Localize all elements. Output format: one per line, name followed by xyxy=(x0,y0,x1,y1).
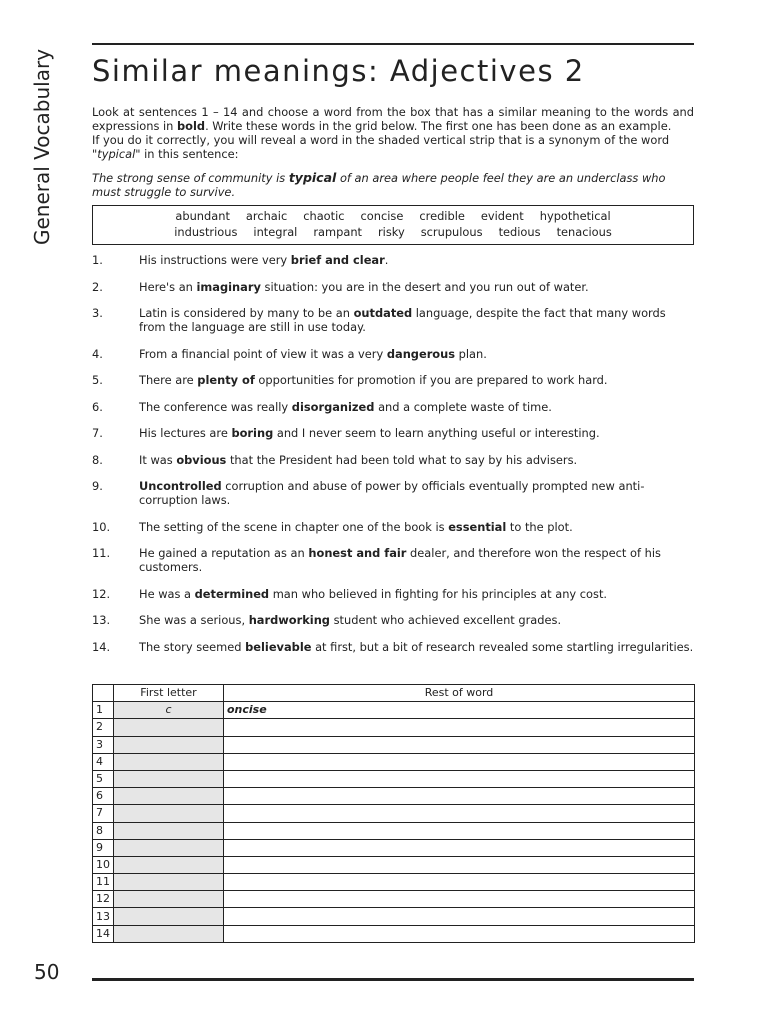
first-letter-cell[interactable] xyxy=(114,736,224,753)
target-word: "typical" xyxy=(92,147,141,161)
sentence-text: The setting of the scene in chapter one of the book is essential to the plot. xyxy=(139,519,573,534)
sentence-bold-phrase: brief and clear xyxy=(290,253,385,267)
word-option: evident xyxy=(480,209,524,223)
grid-row-number: 4 xyxy=(93,753,114,770)
rest-of-word-cell[interactable] xyxy=(224,874,695,891)
grid-row-number: 12 xyxy=(93,891,114,908)
grid-header-rest-of-word: Rest of word xyxy=(224,685,695,702)
rest-of-word-cell[interactable]: oncise xyxy=(224,702,695,719)
sentence-bold-phrase: imaginary xyxy=(196,279,261,294)
example-text: of an area where people feel they are an underclass who must struggle to survive. xyxy=(92,171,666,199)
sentence-bold-phrase: plenty of xyxy=(197,373,255,387)
grid-row xyxy=(93,753,695,770)
sentence-item xyxy=(92,640,694,654)
sentence-text: She was a serious, hardworking student who achieved excellent grades. xyxy=(139,613,562,627)
grid-row xyxy=(93,925,695,942)
sentence-number: 2. xyxy=(92,279,103,294)
page-number: 50 xyxy=(34,960,60,984)
grid-header-row xyxy=(93,685,695,702)
first-letter-cell[interactable] xyxy=(114,719,224,736)
word-option: tedious xyxy=(498,225,541,239)
sentence-item xyxy=(92,400,694,414)
grid-row xyxy=(93,770,695,787)
first-letter-cell[interactable] xyxy=(114,891,224,908)
example-sentence xyxy=(92,171,694,199)
sentence-item xyxy=(92,520,694,534)
word-option: chaotic xyxy=(303,209,345,223)
sentence-bold-phrase: determined xyxy=(194,586,270,601)
first-letter-cell[interactable] xyxy=(114,874,224,891)
word-option: archaic xyxy=(245,209,288,223)
grid-row-number: 2 xyxy=(93,719,114,736)
sentence-text: From a financial point of view it was a very dangerous plan. xyxy=(139,346,487,361)
rest-of-word-cell[interactable] xyxy=(224,753,695,770)
rest-of-word-cell[interactable] xyxy=(224,891,695,908)
sentence-text: Latin is considered by many to be an outdated language, despite the fact that many words from the language are still in use today. xyxy=(139,306,666,334)
grid-row xyxy=(93,702,695,719)
sentence-number: 6. xyxy=(92,399,103,414)
sentence-bold-phrase: boring xyxy=(231,426,274,440)
sentence-text: His lectures are boring and I never seem to learn anything useful or interesting. xyxy=(139,426,600,440)
instructions xyxy=(92,105,694,133)
first-letter-cell[interactable] xyxy=(114,788,224,805)
grid-row xyxy=(93,874,695,891)
sentence-item xyxy=(92,546,694,574)
sentence-item xyxy=(92,479,694,507)
grid-header-first-letter: First letter xyxy=(114,685,224,702)
grid-row xyxy=(93,856,695,873)
grid-row-number: 3 xyxy=(93,736,114,753)
sentence-number: 10. xyxy=(92,519,111,534)
word-option: industrious xyxy=(174,225,238,239)
word-option: risky xyxy=(378,225,405,239)
first-letter-cell[interactable] xyxy=(114,805,224,822)
rest-of-word-cell[interactable] xyxy=(224,788,695,805)
sentence-text: Uncontrolled corruption and abuse of power by officials eventually prompted new anti-corruption laws. xyxy=(139,479,645,507)
sentence-bold-phrase: essential xyxy=(448,519,507,534)
rest-of-word-cell[interactable] xyxy=(224,770,695,787)
grid-row xyxy=(93,822,695,839)
word-box xyxy=(92,205,694,245)
grid-row-number: 5 xyxy=(93,770,114,787)
sentence-item xyxy=(92,280,694,294)
first-letter-cell[interactable] xyxy=(114,753,224,770)
sentence-item xyxy=(92,426,694,440)
grid-row xyxy=(93,736,695,753)
grid-row xyxy=(93,719,695,736)
exercise-content xyxy=(92,105,694,666)
sentence-text: His instructions were very brief and clear. xyxy=(139,253,389,267)
sentence-number: 14. xyxy=(92,639,111,654)
word-box-row-2 xyxy=(93,224,693,240)
sentence-item xyxy=(92,373,694,387)
first-letter-cell[interactable] xyxy=(114,908,224,925)
top-rule xyxy=(92,43,694,45)
grid-row-number: 1 xyxy=(93,702,114,719)
sentence-number: 11. xyxy=(92,546,111,560)
sentence-item xyxy=(92,453,694,467)
instructions-text: If you do it correctly, you will reveal a word in the shaded vertical strip that is a synonym of the word xyxy=(92,133,670,147)
grid-row xyxy=(93,891,695,908)
sentence-number: 3. xyxy=(92,306,103,320)
word-option: hypothetical xyxy=(539,209,611,223)
sentence-number: 4. xyxy=(92,346,103,361)
rest-of-word-cell[interactable] xyxy=(224,805,695,822)
first-letter-cell[interactable] xyxy=(114,856,224,873)
word-box-row-1 xyxy=(93,208,693,224)
example-text: The strong sense of community is xyxy=(92,171,289,185)
grid-row-number: 6 xyxy=(93,788,114,805)
sentence-bold-phrase: honest and fair xyxy=(308,546,407,560)
word-option: concise xyxy=(360,209,404,223)
instructions-text: in this sentence: xyxy=(140,147,239,161)
sentence-number: 9. xyxy=(92,479,103,493)
grid-row-number: 13 xyxy=(93,908,114,925)
grid-row-number: 10 xyxy=(93,856,114,873)
sentence-item xyxy=(92,253,694,267)
bottom-rule xyxy=(92,978,694,981)
word-option: integral xyxy=(253,225,298,239)
instructions-text: . Write these words in the grid below. The first one has been done as an example. xyxy=(205,119,672,133)
example-bold-word: typical xyxy=(288,170,337,185)
rest-of-word-cell[interactable] xyxy=(224,736,695,753)
sentence-number: 7. xyxy=(92,426,103,440)
sentence-text: The conference was really disorganized and a complete waste of time. xyxy=(139,399,552,414)
sentence-text: The story seemed believable at first, but a bit of research revealed some startling irregularities. xyxy=(139,639,694,654)
sentence-bold-phrase: disorganized xyxy=(291,399,375,414)
grid-row xyxy=(93,788,695,805)
word-option: scrupulous xyxy=(420,225,483,239)
sentence-text: Here's an imaginary situation: you are in the desert and you run out of water. xyxy=(139,279,589,294)
sentence-bold-phrase: hardworking xyxy=(248,613,330,627)
word-option: abundant xyxy=(175,209,230,223)
sentence-text: There are plenty of opportunities for promotion if you are prepared to work hard. xyxy=(139,373,608,387)
grid-row-number: 9 xyxy=(93,839,114,856)
grid-row-number: 11 xyxy=(93,874,114,891)
grid-header-num xyxy=(93,685,114,702)
sentence-bold-phrase: Uncontrolled xyxy=(139,479,222,493)
word-option: credible xyxy=(419,209,465,223)
rest-of-word-cell[interactable] xyxy=(224,856,695,873)
rest-of-word-cell[interactable] xyxy=(224,719,695,736)
first-letter-cell[interactable] xyxy=(114,839,224,856)
sentence-number: 5. xyxy=(92,373,103,387)
grid-row xyxy=(93,805,695,822)
page-title: Similar meanings: Adjectives 2 xyxy=(92,54,585,88)
sentence-item xyxy=(92,347,694,361)
sentence-item xyxy=(92,306,694,334)
rest-of-word-cell[interactable] xyxy=(224,822,695,839)
sentence-bold-phrase: obvious xyxy=(176,452,227,467)
instructions-2 xyxy=(92,133,694,161)
sentence-number: 1. xyxy=(92,253,103,267)
word-option: tenacious xyxy=(556,225,612,239)
sentence-number: 12. xyxy=(92,586,111,601)
answer-grid xyxy=(92,684,695,943)
first-letter-cell[interactable] xyxy=(114,925,224,942)
sentence-text: He was a determined man who believed in fighting for his principles at any cost. xyxy=(139,586,608,601)
sentence-bold-phrase: believable xyxy=(245,639,312,654)
sentence-text: It was obvious that the President had been told what to say by his advisers. xyxy=(139,452,578,467)
grid-row-number: 7 xyxy=(93,805,114,822)
sentence-list xyxy=(92,253,694,654)
first-letter-cell[interactable] xyxy=(114,770,224,787)
sentence-bold-phrase: outdated xyxy=(353,306,413,320)
rest-of-word-cell[interactable] xyxy=(224,839,695,856)
first-letter-cell[interactable] xyxy=(114,822,224,839)
first-letter-cell[interactable]: c xyxy=(114,702,224,719)
section-label: General Vocabulary xyxy=(30,48,54,245)
sentence-item xyxy=(92,613,694,627)
sentence-number: 13. xyxy=(92,613,111,627)
sentence-item xyxy=(92,587,694,601)
grid-row-number: 8 xyxy=(93,822,114,839)
sentence-number: 8. xyxy=(92,452,103,467)
grid-row xyxy=(93,908,695,925)
rest-of-word-cell[interactable] xyxy=(224,925,695,942)
instructions-bold-word: bold xyxy=(177,119,206,133)
sentence-text: He gained a reputation as an honest and fair dealer, and therefore won the respect of his customers. xyxy=(139,546,661,574)
grid-row xyxy=(93,839,695,856)
instructions-text: Look at sentences 1 – 14 and choose a word from the box that has a similar meaning to the words and expressions in xyxy=(92,105,694,133)
word-option: rampant xyxy=(313,225,362,239)
grid-row-number: 14 xyxy=(93,925,114,942)
rest-of-word-cell[interactable] xyxy=(224,908,695,925)
sentence-bold-phrase: dangerous xyxy=(386,346,456,361)
